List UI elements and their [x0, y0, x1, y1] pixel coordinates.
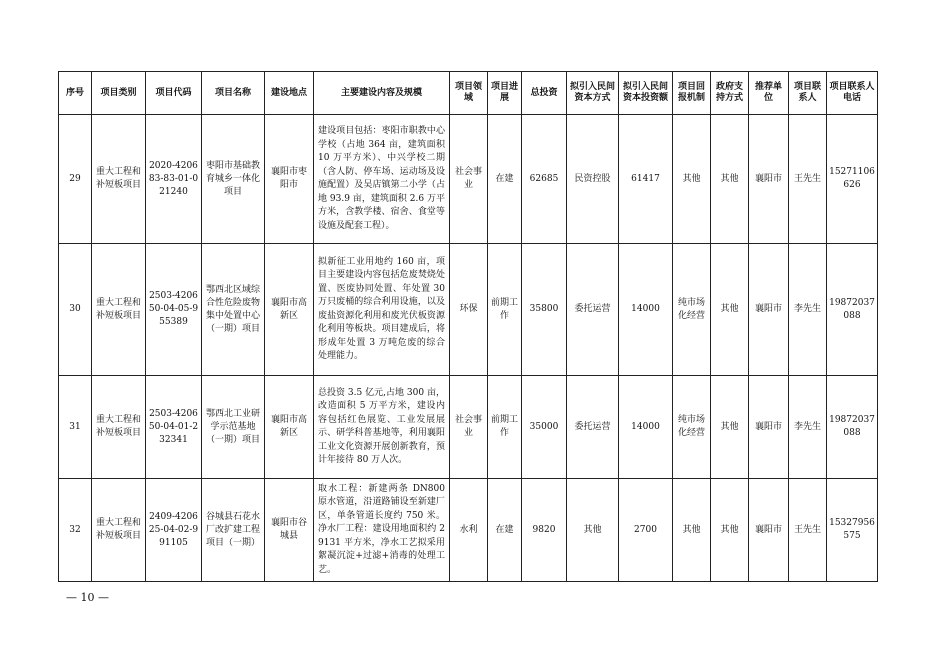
table-cell: 襄阳市: [749, 376, 789, 479]
table-cell: 前期工作: [488, 244, 522, 376]
table-cell: 前期工作: [488, 376, 522, 479]
header-cell: 拟引入民间资本方式: [567, 72, 619, 115]
table-cell: 水利: [450, 479, 488, 582]
table-row: [59, 376, 878, 479]
table-cell: 2503-420650-04-05-955389: [146, 244, 202, 376]
table-cell: 枣阳市基础教育城乡一体化项目: [202, 115, 265, 244]
table-cell: 襄阳市高新区: [265, 376, 314, 479]
header-cell: 拟引入民间资本投资额: [619, 72, 673, 115]
table-cell: 襄阳市: [749, 244, 789, 376]
description-cell: 建设项目包括：枣阳市职教中心学校（占地 364 亩，建筑面积 10 万平方米）、中兴学校二期（含人防、停车场、运动场及设施配置）及吴店镇第二小学（占地 93.9 亩，建筑面积 2.6 万平方米，含教学楼、宿舍、食堂等设施及配套工程）。: [314, 115, 450, 244]
header-cell: 建设地点: [265, 72, 314, 115]
table-row: [59, 115, 878, 244]
table-cell: 鄂西北工业研学示范基地（一期）项目: [202, 376, 265, 479]
table-cell: 30: [59, 244, 92, 376]
header-cell: 项目代码: [146, 72, 202, 115]
table-row: [59, 244, 878, 376]
table-cell: 其他: [711, 244, 749, 376]
description-cell: 拟新征工业用地约 160 亩，项目主要建设内容包括危废焚烧处置、医废协同处置、年处置 30 万只废桶的综合利用设施，以及废盐资源化利用和废光伏板资源化利用等板块。项目建成后，将形成年处置 3 万吨危废的综合处理能力。: [314, 244, 450, 376]
table-cell: 其他: [673, 115, 711, 244]
table-cell: 31: [59, 376, 92, 479]
header-cell: 项目领域: [450, 72, 488, 115]
table-cell: 鄂西北区域综合性危险废物集中处置中心（一期）项目: [202, 244, 265, 376]
table-cell: 李先生: [789, 376, 827, 479]
table-cell: 2700: [619, 479, 673, 582]
table-cell: 9820: [522, 479, 567, 582]
table-row: [59, 479, 878, 582]
table-cell: 纯市场化经营: [673, 376, 711, 479]
table-cell: 2503-420650-04-01-232341: [146, 376, 202, 479]
table-header-row: [59, 72, 878, 115]
header-cell: 推荐单位: [749, 72, 789, 115]
table-cell: 35000: [522, 376, 567, 479]
project-table: [58, 71, 878, 582]
table-cell: 襄阳市: [749, 115, 789, 244]
header-cell: 项目进展: [488, 72, 522, 115]
header-cell: 总投资: [522, 72, 567, 115]
table-cell: 重大工程和补短板项目: [92, 376, 146, 479]
header-cell: 项目回报机制: [673, 72, 711, 115]
table-cell: 环保: [450, 244, 488, 376]
table-cell: 29: [59, 115, 92, 244]
table-cell: 15327956575: [827, 479, 878, 582]
table-cell: 委托运营: [567, 376, 619, 479]
table-cell: 2020-420683-83-01-021240: [146, 115, 202, 244]
header-cell: 项目联系人电话: [827, 72, 878, 115]
table-cell: 其他: [711, 115, 749, 244]
header-cell: 主要建设内容及规模: [314, 72, 450, 115]
table-cell: 襄阳市谷城县: [265, 479, 314, 582]
table-cell: 王先生: [789, 479, 827, 582]
table-cell: 其他: [711, 479, 749, 582]
table-cell: 在建: [488, 479, 522, 582]
header-cell: 项目类别: [92, 72, 146, 115]
table-cell: 19872037088: [827, 244, 878, 376]
table-cell: 重大工程和补短板项目: [92, 479, 146, 582]
table-cell: 14000: [619, 244, 673, 376]
table-cell: 62685: [522, 115, 567, 244]
table-cell: 重大工程和补短板项目: [92, 115, 146, 244]
table-cell: 襄阳市高新区: [265, 244, 314, 376]
header-cell: 政府支持方式: [711, 72, 749, 115]
table-cell: 32: [59, 479, 92, 582]
table-cell: 重大工程和补短板项目: [92, 244, 146, 376]
header-cell: 项目联系人: [789, 72, 827, 115]
table-cell: 王先生: [789, 115, 827, 244]
table-cell: 其他: [567, 479, 619, 582]
table-cell: 民资控股: [567, 115, 619, 244]
table-cell: 李先生: [789, 244, 827, 376]
page-number: — 10 —: [66, 591, 109, 604]
table-cell: 社会事业: [450, 115, 488, 244]
table-cell: 委托运营: [567, 244, 619, 376]
header-cell: 序号: [59, 72, 92, 115]
table-cell: 在建: [488, 115, 522, 244]
table-cell: 襄阳市枣阳市: [265, 115, 314, 244]
table-cell: 19872037088: [827, 376, 878, 479]
table-cell: 35800: [522, 244, 567, 376]
table-cell: 襄阳市: [749, 479, 789, 582]
table-cell: 谷城县石花水厂改扩建工程项目（一期）: [202, 479, 265, 582]
header-cell: 项目名称: [202, 72, 265, 115]
table-cell: 2409-420625-04-02-991105: [146, 479, 202, 582]
table-cell: 14000: [619, 376, 673, 479]
table-cell: 其他: [673, 479, 711, 582]
table-cell: 纯市场化经营: [673, 244, 711, 376]
description-cell: 取水工程：新建两条 DN800 原水管道，沿道路铺设至新建厂区，单条管道长度约 750 米。净水厂工程：建设用地面积约 29131 平方米，净水工艺拟采用絮凝沉淀+过滤+消毒的处理工艺。: [314, 479, 450, 582]
table-cell: 其他: [711, 376, 749, 479]
description-cell: 总投资 3.5 亿元,占地 300 亩，改造面积 5 万平方米，建设内容包括红色展览、工业发展展示、研学科普基地等，利用襄阳工业文化资源开展创新教育，预计年接待 80 万人次。: [314, 376, 450, 479]
table-cell: 15271106626: [827, 115, 878, 244]
table-cell: 61417: [619, 115, 673, 244]
table-cell: 社会事业: [450, 376, 488, 479]
